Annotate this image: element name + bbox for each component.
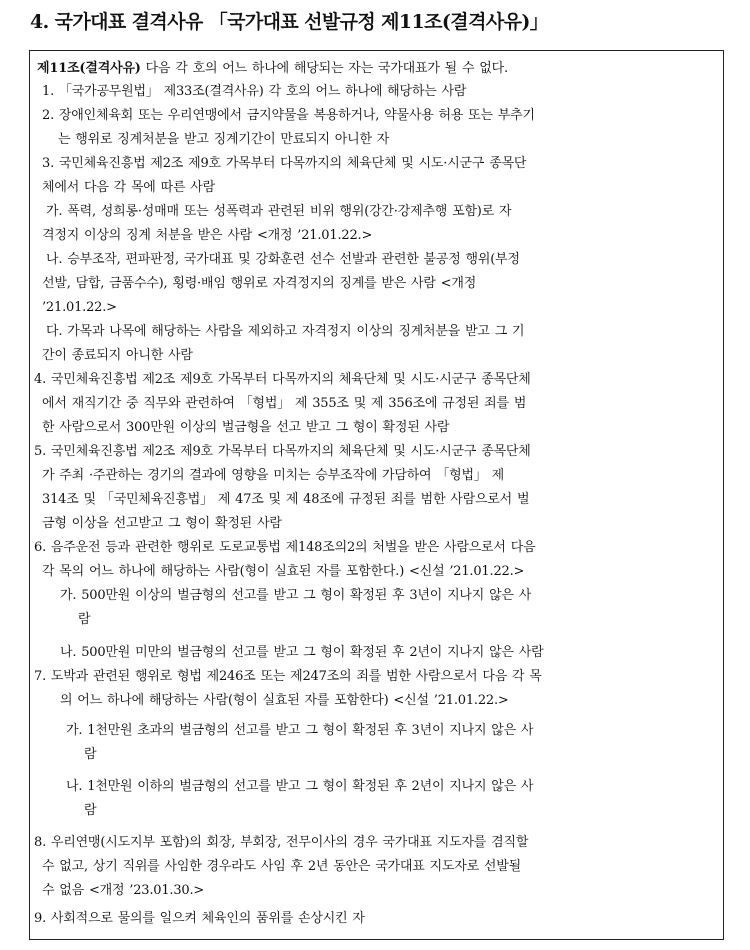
item-4-line: 4. 국민체육진흥법 제2조 제9호 가목부터 다목까지의 체육단체 및 시도·시군구 종목단체 bbox=[34, 372, 531, 387]
item-3-sub-na-line: ’21.01.22.> bbox=[42, 300, 117, 315]
section-heading: 4. 국가대표 결격사유 「국가대표 선발규정 제11조(결격사유)」 bbox=[30, 11, 549, 33]
item-4-line: 한 사람으로서 300만원 이상의 벌금형을 선고 받고 그 형이 확정된 사람 bbox=[42, 420, 450, 435]
item-6-sub-ga-line: 람 bbox=[78, 612, 91, 627]
item-7-sub-ga-line: 람 bbox=[84, 747, 97, 762]
item-7-line: 7. 도박과 관련된 행위로 형법 제246조 또는 제247조의 죄를 범한 사람으로서 다음 각 목 bbox=[34, 669, 542, 684]
item-8-line: 수 없음 <개정 ’23.01.30.> bbox=[42, 883, 205, 898]
item-7-sub-na-line: 나. 1천만원 이하의 벌금형의 선고를 받고 그 형이 확정된 후 2년이 지나지 않은 사 bbox=[66, 779, 534, 794]
item-5-line: 금형 이상을 선고받고 그 형이 확정된 사람 bbox=[42, 516, 282, 531]
item-1-line: 1. 「국가공무원법」 제33조(결격사유) 각 호의 어느 하나에 해당하는 사람 bbox=[42, 84, 467, 99]
item-3-sub-ga-line: 가. 폭력, 성희롱·성매매 또는 성폭력과 관련된 비위 행위(강간·강제추행 포함)로 자 bbox=[46, 204, 512, 219]
item-2-line: 2. 장애인체육회 또는 우리연맹에서 금지약물을 복용하거나, 약물사용 허용 또는 부추기 bbox=[42, 108, 535, 123]
item-3-sub-da-line: 간이 종료되지 아니한 사람 bbox=[42, 348, 193, 363]
item-3-sub-na-line: 나. 승부조작, 편파판정, 국가대표 및 강화훈련 선수 선발과 관련한 불공정 행위(부정 bbox=[46, 252, 520, 267]
item-7-sub-ga-line: 가. 1천만원 초과의 벌금형의 선고를 받고 그 형이 확정된 후 3년이 지나지 않은 사 bbox=[66, 723, 534, 738]
item-6-line: 6. 음주운전 등과 관련한 행위로 도로교통법 제148조의2의 처벌을 받은 사람으로서 다음 bbox=[34, 540, 536, 555]
item-5-line: 314조 및 「국민체육진흥법」 제 47조 및 제 48조에 규정된 죄를 범한 사람으로서 벌 bbox=[42, 492, 530, 507]
item-3-sub-ga-line: 격정지 이상의 징계 처분을 받은 사람 <개정 ’21.01.22.> bbox=[42, 228, 373, 243]
item-3-line: 3. 국민체육진흥법 제2조 제9호 가목부터 다목까지의 체육단체 및 시도·시군구 종목단 bbox=[42, 156, 527, 171]
item-6-line: 각 목의 어느 하나에 해당하는 사람(형이 실효된 자를 포함한다.) <신설 ’21.01.22.> bbox=[42, 564, 525, 579]
article-box bbox=[29, 50, 724, 940]
item-6-sub-na-line: 나. 500만원 미만의 벌금형의 선고를 받고 그 형이 확정된 후 2년이 지나지 않은 사람 bbox=[60, 645, 544, 660]
item-8-line: 수 없고, 상기 직위를 사임한 경우라도 사임 후 2년 동안은 국가대표 지도자로 선발될 bbox=[42, 859, 522, 874]
item-8-line: 8. 우리연맹(시도지부 포함)의 회장, 부회장, 전무이사의 경우 국가대표 지도자를 겸직할 bbox=[34, 835, 529, 850]
item-7-sub-na-line: 람 bbox=[84, 803, 97, 818]
item-4-line: 에서 재직기간 중 직무와 관련하여 「형법」 제 355조 및 제 356조에 규정된 죄를 범 bbox=[42, 396, 527, 411]
item-3-line: 체에서 다음 각 목에 따른 사람 bbox=[42, 180, 215, 195]
item-6-sub-ga-line: 가. 500만원 이상의 벌금형의 선고를 받고 그 형이 확정된 후 3년이 지나지 않은 사 bbox=[60, 588, 532, 603]
item-7-line: 의 어느 하나에 해당하는 사람(형이 실효된 자를 포함한다) <신설 ’21.01.22.> bbox=[60, 693, 509, 708]
article-intro-text: 다음 각 호의 어느 하나에 해당되는 자는 국가대표가 될 수 없다. bbox=[140, 61, 508, 76]
item-5-line: 5. 국민체육진흥법 제2조 제9호 가목부터 다목까지의 체육단체 및 시도·시군구 종목단체 bbox=[34, 444, 531, 459]
item-3-sub-na-line: 선발, 담합, 금품수수), 횡령·배임 행위로 자격정지의 징계를 받은 사람 <개정 bbox=[42, 276, 477, 291]
article-title: 제11조(결격사유) bbox=[37, 61, 141, 76]
item-5-line: 가 주최 ·주관하는 경기의 결과에 영향을 미치는 승부조작에 가담하여 「형법」 제 bbox=[42, 468, 504, 483]
article-intro bbox=[37, 57, 508, 81]
item-2-line: 는 행위로 징계처분을 받고 징계기간이 만료되지 아니한 자 bbox=[58, 132, 390, 147]
item-3-sub-da-line: 다. 가목과 나목에 해당하는 사람을 제외하고 자격정지 이상의 징계처분을 받고 그 기 bbox=[46, 324, 525, 339]
item-9-line: 9. 사회적으로 물의를 일으켜 체육인의 품위를 손상시킨 자 bbox=[34, 911, 365, 926]
